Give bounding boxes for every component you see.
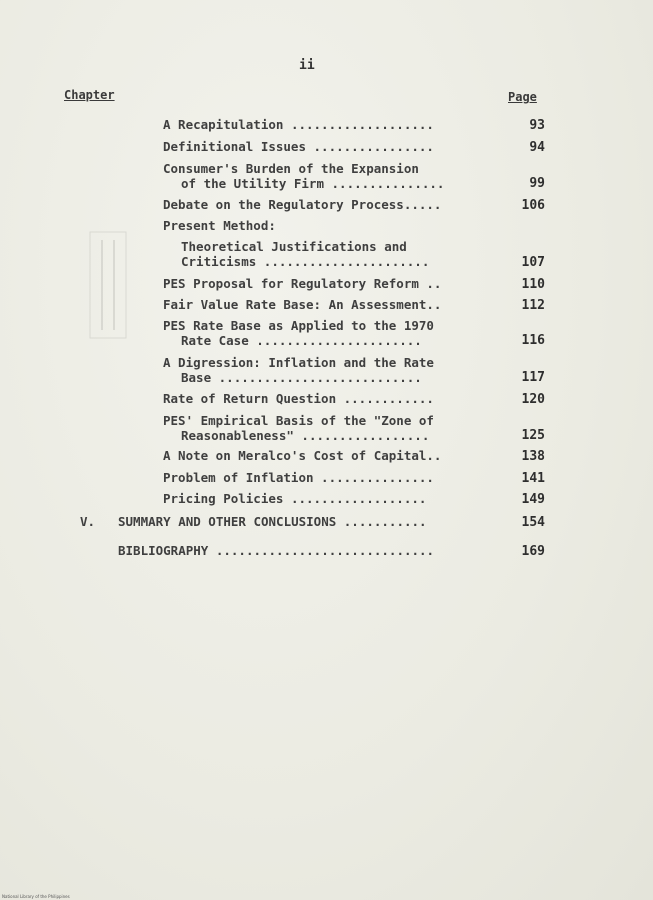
page-heading: Page xyxy=(508,90,537,104)
toc-entry-definitional-issues: Definitional Issues ................ xyxy=(163,139,434,154)
toc-entry-fair-value: Fair Value Rate Base: An Assessment.. xyxy=(163,297,442,312)
toc-page: 138 xyxy=(521,449,545,464)
toc-entry-meralco-cost: A Note on Meralco's Cost of Capital.. xyxy=(163,448,442,463)
toc-page: 149 xyxy=(521,492,545,507)
toc-entry-digression: A Digression: Inflation and the Rate Base ........................... xyxy=(163,355,434,385)
toc-entry-consumers-burden: Consumer's Burden of the Expansion of the Utility Firm ............... xyxy=(163,161,445,191)
toc-page: 112 xyxy=(521,298,545,313)
chapter-heading: Chapter xyxy=(64,88,115,102)
toc-page: 120 xyxy=(521,392,545,407)
toc-entry-problem-inflation: Problem of Inflation ............... xyxy=(163,470,434,485)
toc-page: 99 xyxy=(529,176,545,191)
toc-entry-recapitulation: A Recapitulation ................... xyxy=(163,117,434,132)
toc-page: 93 xyxy=(529,118,545,133)
toc-page: 154 xyxy=(521,515,545,530)
toc-page: 110 xyxy=(521,277,545,292)
toc-page: 125 xyxy=(521,428,545,443)
toc-entry-pes-rate-base: PES Rate Base as Applied to the 1970 Rate Case ...................... xyxy=(163,318,434,348)
toc-entry-summary: SUMMARY AND OTHER CONCLUSIONS ........... xyxy=(118,514,427,529)
toc-page: 169 xyxy=(521,544,545,559)
faint-stamp-mark xyxy=(88,230,128,340)
toc-entry-empirical-basis: PES' Empirical Basis of the "Zone of Reasonableness" ................. xyxy=(163,413,434,443)
toc-page: 117 xyxy=(521,370,545,385)
toc-entry-pes-proposal: PES Proposal for Regulatory Reform .. xyxy=(163,276,442,291)
toc-page: 141 xyxy=(521,471,545,486)
toc-entry-bibliography: BIBLIOGRAPHY ............................. xyxy=(118,543,435,558)
toc-page: 94 xyxy=(529,140,545,155)
toc-entry-pricing-policies: Pricing Policies .................. xyxy=(163,491,427,506)
toc-page: 107 xyxy=(521,255,545,270)
footer-note: National Library of the Philippines xyxy=(2,894,70,899)
toc-entry-debate-regulatory: Debate on the Regulatory Process..... xyxy=(163,197,442,212)
chapter-numeral: V. xyxy=(80,514,96,529)
page-number: ii xyxy=(299,58,315,73)
toc-entry-theoretical-justifications: Theoretical Justifications and Criticisms ...................... xyxy=(181,239,430,269)
toc-entry-present-method: Present Method: xyxy=(163,218,276,233)
toc-page: 106 xyxy=(521,198,545,213)
toc-entry-rate-of-return: Rate of Return Question ............ xyxy=(163,391,434,406)
toc-page: 116 xyxy=(521,333,545,348)
